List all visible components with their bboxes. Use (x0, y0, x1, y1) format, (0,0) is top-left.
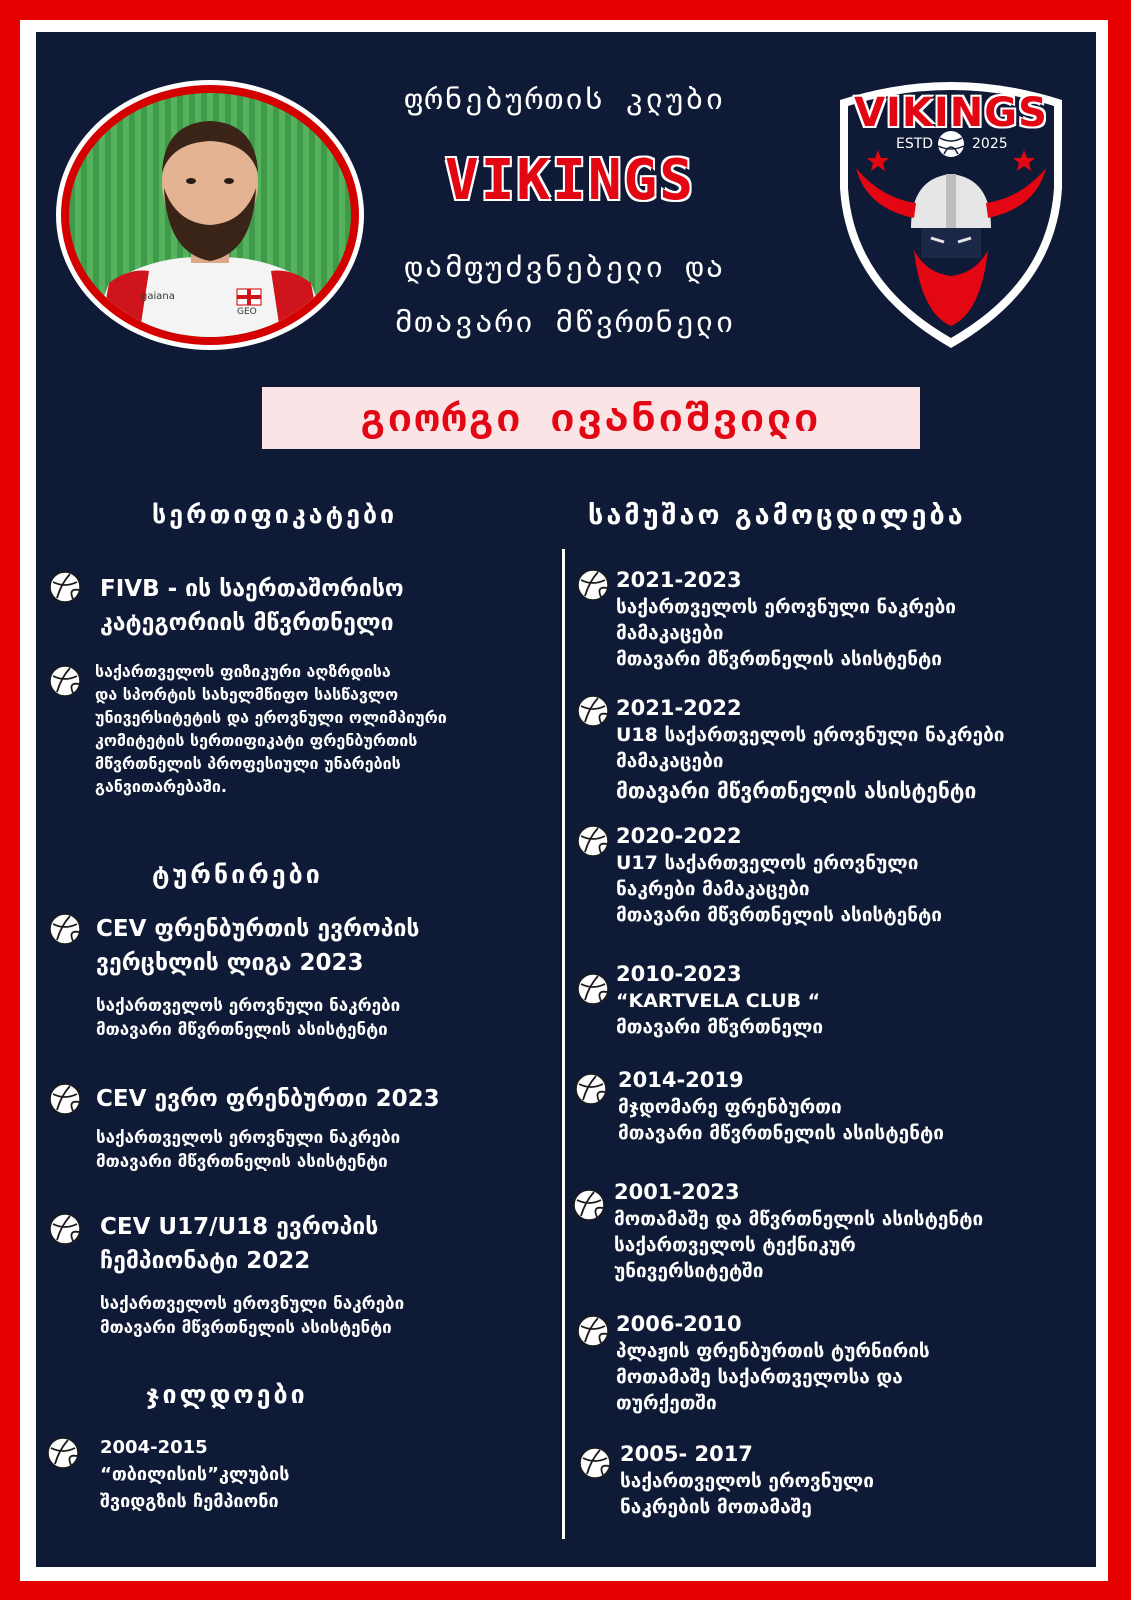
experience-year: 2020-2022 (616, 824, 742, 848)
experience-year: 2021-2023 (616, 568, 742, 592)
tournament-line-1: CEV ფრენბურთის ევროპის (96, 916, 420, 942)
certificate-text-line: მწვრთნელის პროფესიული უნარების (95, 754, 401, 773)
certificate-line-2: კატეგორიის მწვრთნელი (100, 610, 394, 636)
experience-year: 2005- 2017 (620, 1442, 753, 1466)
experience-title: სამუშაო გამოცდილება (588, 500, 966, 531)
experience-line-1: მოთამაშე და მწვრთნელის ასისტენტი (614, 1208, 984, 1230)
experience-year: 2010-2023 (616, 962, 742, 986)
tournaments-title: ტურნირები (152, 860, 323, 889)
experience-line-3: უნივერსიტეტში (614, 1260, 764, 1282)
coach-name-banner: გიორგი ივანიშვილი (262, 387, 920, 449)
experience-line-1: U17 საქართველოს ეროვნული (616, 852, 919, 874)
tournament-sub-2: მთავარი მწვრთნელის ასისტენტი (96, 1152, 388, 1172)
tournament-sub-1: საქართველოს ეროვნული ნაკრები (100, 1294, 405, 1314)
tournament-line-2: ვერცხლის ლიგა 2023 (96, 950, 364, 976)
experience-line-1: საქართველოს ეროვნული (620, 1470, 874, 1492)
volleyball-icon (48, 570, 82, 604)
tournament-item (100, 1210, 560, 1340)
column-divider (562, 549, 565, 1539)
tournament-sub-1: საქართველოს ეროვნული ნაკრები (96, 1128, 401, 1148)
experience-line-2: მამაკაცები (616, 750, 724, 772)
volleyball-icon (46, 1436, 80, 1470)
experience-item (616, 566, 1096, 672)
experience-line-1: პლაჟის ფრენბურთის ტურნირის (616, 1340, 930, 1362)
experience-year: 2014-2019 (618, 1068, 744, 1092)
experience-line-2: საქართველოს ტექნიკურ (614, 1234, 856, 1256)
experience-line-2: მამაკაცები (616, 622, 724, 644)
volleyball-icon (572, 1188, 606, 1222)
tournament-sub-1: საქართველოს ეროვნული ნაკრები (96, 996, 401, 1016)
volleyball-icon (574, 1072, 608, 1106)
tournament-item (96, 1082, 556, 1174)
experience-line-2: მოთამაშე საქართველოსა და (616, 1366, 903, 1388)
club-title: VIKINGS (444, 148, 695, 213)
header-line-3: მთავარი მწვრთნელი (394, 305, 736, 340)
experience-line-2: ნაკრების მოთამაშე (620, 1496, 812, 1518)
volleyball-icon (48, 664, 82, 698)
experience-item (614, 1178, 1094, 1284)
volleyball-icon (576, 972, 610, 1006)
shirt-brand-text: gaiana (141, 291, 175, 302)
certificate-text-line: კომიტეტის სერთიფიკატი ფრენბურთის (95, 731, 418, 750)
experience-line-2: ნაკრები მამაკაცები (616, 878, 810, 900)
header-line-2: დამფუძვნებელი და (404, 250, 726, 285)
volleyball-icon (48, 1212, 82, 1246)
experience-item (616, 694, 1096, 808)
header-line-1: ფრნებურთის კლუბი (404, 82, 726, 117)
volleyball-icon (576, 1314, 610, 1348)
volleyball-icon (48, 1082, 82, 1116)
experience-line-1: მჯდომარე ფრენბურთი (618, 1096, 842, 1118)
award-line-3: შვიდგზის ჩემპიონი (100, 1491, 279, 1512)
certificate-text-line: საქართველოს ფიზიკური აღზრდისა (95, 662, 391, 681)
experience-year: 2001-2023 (614, 1180, 740, 1204)
experience-line-2: მთავარი მწვრთნელი (616, 1016, 824, 1038)
experience-line-3: მთავარი მწვრთნელის ასისტენტი (616, 779, 977, 803)
certificate-item (95, 660, 555, 798)
certificate-text-line: და სპორტის სახელმწიფო სასწავლო (95, 685, 399, 704)
volleyball-icon (576, 694, 610, 728)
award-item (100, 1434, 540, 1515)
tournament-item (96, 912, 556, 1042)
tournament-line-1: CEV ევრო ფრენბურთი 2023 (96, 1086, 440, 1112)
coach-photo-image (69, 93, 351, 337)
volleyball-icon (48, 912, 82, 946)
experience-item (616, 1310, 1096, 1416)
tournament-sub-2: მთავარი მწვრთნელის ასისტენტი (100, 1318, 392, 1338)
experience-year: 2006-2010 (616, 1312, 742, 1336)
volleyball-icon (578, 1446, 612, 1480)
award-line-1: 2004-2015 (100, 1437, 208, 1458)
awards-title: ჯილდოები (146, 1380, 308, 1409)
experience-line-1: U18 საქართველოს ეროვნული ნაკრები (616, 724, 1005, 746)
experience-line-3: მთავარი მწვრთნელის ასისტენტი (616, 648, 942, 670)
award-line-2: “თბილისის”კლუბის (100, 1464, 290, 1485)
certificate-text-line: განვითარებაში. (95, 777, 227, 796)
experience-line-3: მთავარი მწვრთნელის ასისტენტი (616, 904, 942, 926)
experience-line-2: მთავარი მწვრთნელის ასისტენტი (618, 1122, 944, 1144)
volleyball-icon (576, 568, 610, 602)
certificates-title: სერთიფიკატები (152, 500, 398, 529)
logo-year: 2025 (972, 136, 1008, 152)
experience-item (618, 1066, 1098, 1146)
logo-estd: ESTD (896, 136, 934, 152)
shirt-badge-text: GEO (237, 307, 257, 317)
certificate-item (100, 572, 404, 640)
experience-line-3: თურქეთში (616, 1392, 717, 1414)
vikings-logo (826, 78, 1076, 357)
experience-year: 2021-2022 (616, 696, 742, 720)
volleyball-icon (576, 824, 610, 858)
logo-title: VIKINGS (854, 90, 1048, 136)
experience-line-1: “KARTVELA CLUB “ (616, 990, 821, 1012)
experience-item (616, 822, 1096, 928)
experience-item (616, 960, 1096, 1040)
tournament-line-1: CEV U17/U18 ევროპის (100, 1214, 379, 1240)
coach-photo (56, 80, 364, 350)
certificate-text-line: უნივერსიტეტის და ეროვნული ოლიმპიური (95, 708, 447, 727)
tournament-line-2: ჩემპიონატი 2022 (100, 1248, 311, 1274)
experience-line-1: საქართველოს ეროვნული ნაკრები (616, 596, 957, 618)
certificate-line-1: FIVB - ის საერთაშორისო (100, 576, 404, 602)
tournament-sub-2: მთავარი მწვრთნელის ასისტენტი (96, 1020, 388, 1040)
experience-item (620, 1440, 1090, 1520)
